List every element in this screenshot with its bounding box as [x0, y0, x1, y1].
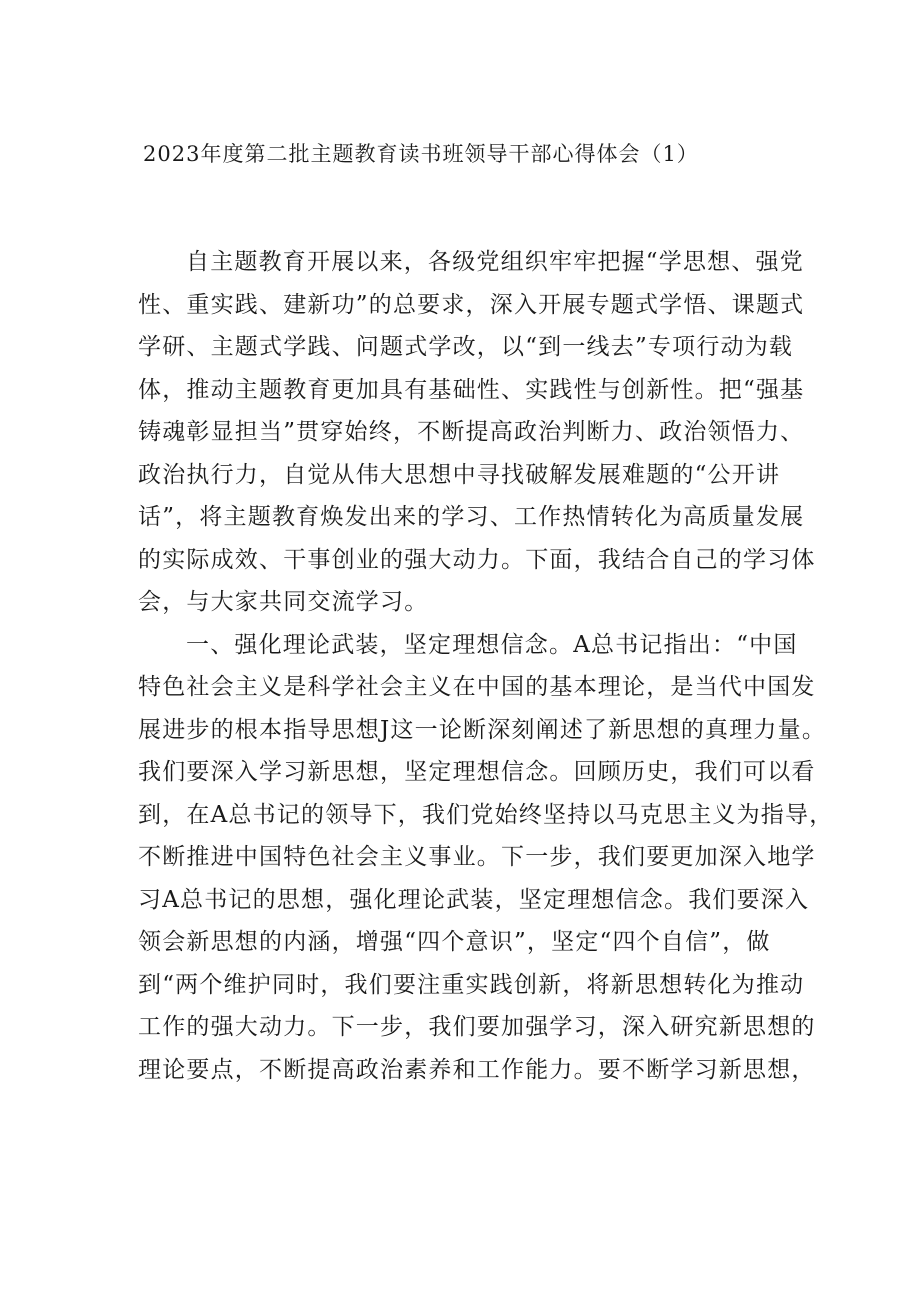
paragraph-line: 我们要深入学习新思想，坚定理想信念。回顾历史，我们可以看: [138, 759, 816, 785]
paragraph-2: [138, 624, 834, 1092]
paragraph-line: 到，在A总书记的领导下，我们党始终坚持以马克思主义为指导，: [138, 801, 834, 828]
paragraph-line: 习A总书记的思想，强化理论武装，坚定理想信念。我们要深入: [138, 886, 810, 913]
paragraph-line: 话”，将主题教育焕发出来的学习、工作热情转化为高质量发展: [138, 504, 805, 530]
paragraph-line: 展进步的根本指导思想J这一论断深刻阐述了新思想的真理力量。: [138, 716, 827, 743]
paragraph-line: 不断推进中国特色社会主义事业。下一步，我们要更加深入地学: [138, 844, 816, 870]
document-body: [138, 241, 834, 1091]
paragraph-line: 政治执行力，自觉从伟大思想中寻找破解发展难题的“公开讲: [138, 461, 781, 488]
paragraph-line: 理论要点，不断提高政治素养和工作能力。要不断学习新思想，: [138, 1056, 816, 1083]
paragraph-line: 会，与大家共同交流学习。: [138, 589, 429, 615]
paragraph-line: 到“两个维护同时，我们要注重实践创新，将新思想转化为推动: [138, 971, 805, 998]
paragraph-line: 特色社会主义是科学社会主义在中国的基本理论，是当代中国发: [138, 674, 816, 700]
paragraph-line: 自主题教育开展以来，各级党组织牢牢把握“学思想、强党: [186, 249, 804, 275]
paragraph-line: 一、强化理论武装，坚定理想信念。A总书记指出：“中国: [186, 631, 798, 658]
paragraph-line: 学研、主题式学践、问题式学改，以“到一线去”专项行动为载: [138, 334, 794, 360]
paragraph-line: 领会新思想的内涵，增强“四个意识”，坚定“四个自信”，做: [138, 929, 771, 955]
paragraph-line: 的实际成效、干事创业的强大动力。下面，我结合自己的学习体: [138, 546, 816, 573]
document-title: 2023年度第二批主题教育读书班领导干部心得体会（1）: [143, 142, 699, 166]
paragraph-line: 体，推动主题教育更加具有基础性、实践性与创新性。把“强基: [138, 376, 805, 403]
paragraph-1: [138, 241, 816, 624]
paragraph-line: 工作的强大动力。下一步，我们要加强学习，深入研究新思想的: [138, 1014, 816, 1040]
paragraph-line: 性、重实践、建新功”的总要求，深入开展专题式学悟、课题式: [138, 291, 805, 318]
paragraph-line: 铸魂彰显担当”贯穿始终，不断提高政治判断力、政治领悟力、: [138, 419, 805, 445]
